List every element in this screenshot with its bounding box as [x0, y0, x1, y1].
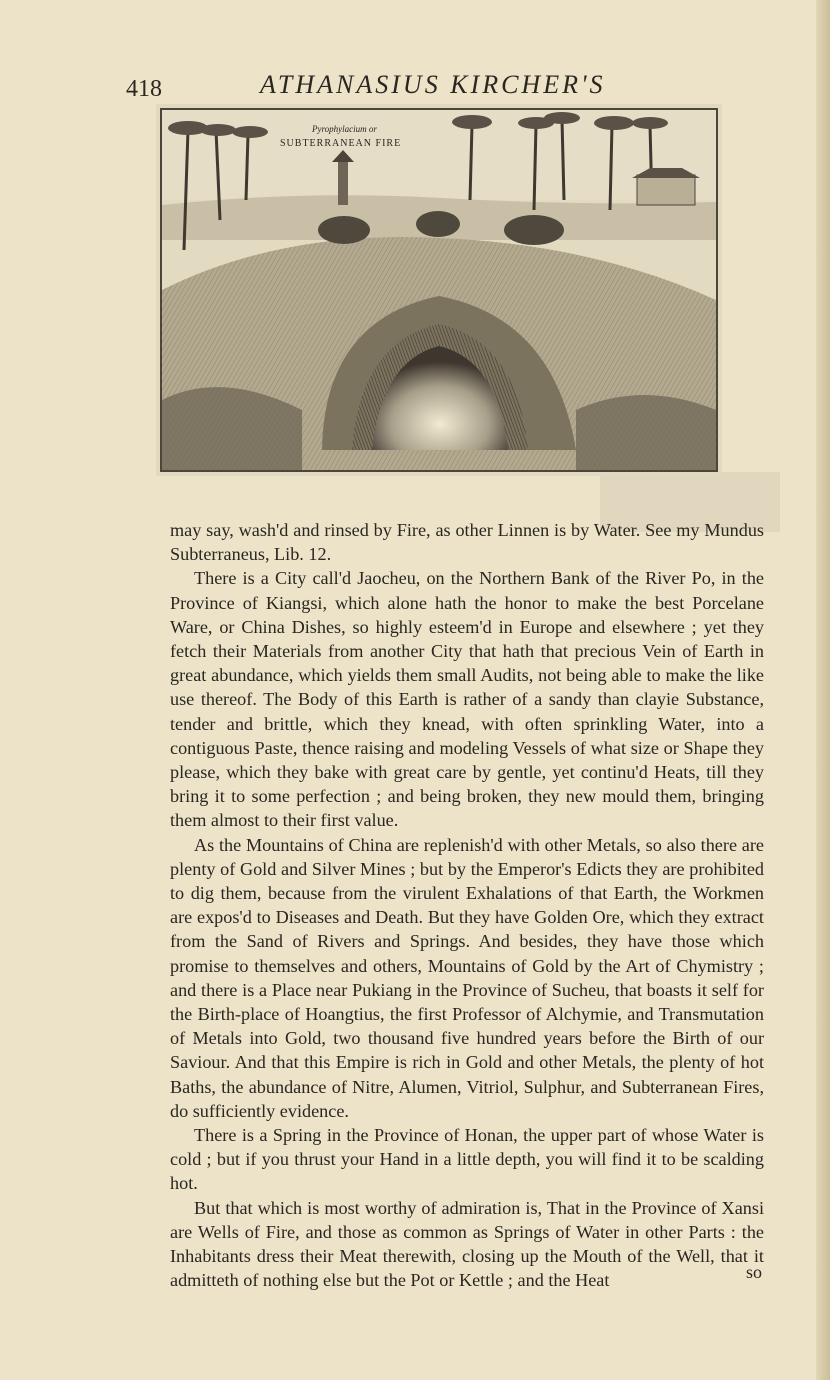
page-header	[126, 70, 766, 110]
paragraph-1: may say, wash'd and rinsed by Fire, as other Linnen is by Water. See my Mundus Subterraneus, Lib. 12.	[170, 520, 764, 565]
plate-caption-line1: Pyrophylacium or	[312, 124, 377, 134]
paragraph-2: There is a City call'd Jaocheu, on the Northern Bank of the River Po, in the Province of Kiangsi, which alone hath the honor to make the best Porcelane Ware, or China Dishes, so highly esteem'd in Europe and elsewhere ; yet they fetch their Materials from another City that hath that precious Vein of Earth in great abundance, which yields them small Audits, not being able to make the like use thereof. The Body of this Earth is rather of a sandy than clayie Substance, tender and brittle, which they knead, with often sprinkling Water, into a contiguous Paste, thence raising and modeling Vessels of what size or Shape they please, which they bake with great care by gentle, yet continu'd Heats, till they bring it to some perfection ; and being broken, they new mould them, bringing them almost to their first value.	[170, 568, 764, 831]
engraving-plate	[160, 108, 718, 472]
body-text	[170, 518, 764, 1293]
paragraph-4: There is a Spring in the Province of Honan, the upper part of whose Water is cold ; but if you thrust your Hand in a little depth, you will find it to be scalding hot.	[170, 1125, 764, 1194]
distant-building	[632, 168, 700, 205]
plate-caption-line2: SUBTERRANEAN FIRE	[280, 138, 402, 149]
page-number: 418	[126, 76, 162, 102]
page-edge	[816, 0, 830, 1380]
paragraph-3: As the Mountains of China are replenish'd with other Metals, so also there are plenty of Gold and Silver Mines ; but by the Emperor's Edicts they are prohibited to dig them, because from the virulent Exhalations of that Earth, the Workmen are expos'd to Diseases and Death. But they have Golden Ore, which they extract from the Sand of Rivers and Springs. And besides, they have those which promise to themselves and others, Mountains of Gold by the Art of Chymistry ; and there is a Place near Pukiang in the Province of Sucheu, that boasts it self for the Birth-place of Hoangtius, the first Professor of Alchymie, and Transmutation of Metals into Gold, two thousand five hundred years before the Birth of our Saviour. And that this Empire is rich in Gold and other Metals, the plenty of hot Baths, the abundance of Nitre, Alumen, Vitriol, Sulphur, and Subterranean Fires, do sufficiently evidence.	[170, 834, 764, 1121]
engraving-illustration	[162, 110, 716, 470]
running-head: ATHANASIUS KIRCHER'S	[260, 70, 606, 99]
paragraph-5: But that which is most worthy of admiration is, That in the Province of Xansi are Wells of Fire, and those as common as Springs of Water in other Parts : the Inhabitants dress their Meat therewith, closing up the Mouth of the Well, that it admitteth of nothing else but the Pot or Kettle ; and the Heat	[170, 1197, 764, 1291]
catchword: so	[746, 1262, 763, 1282]
